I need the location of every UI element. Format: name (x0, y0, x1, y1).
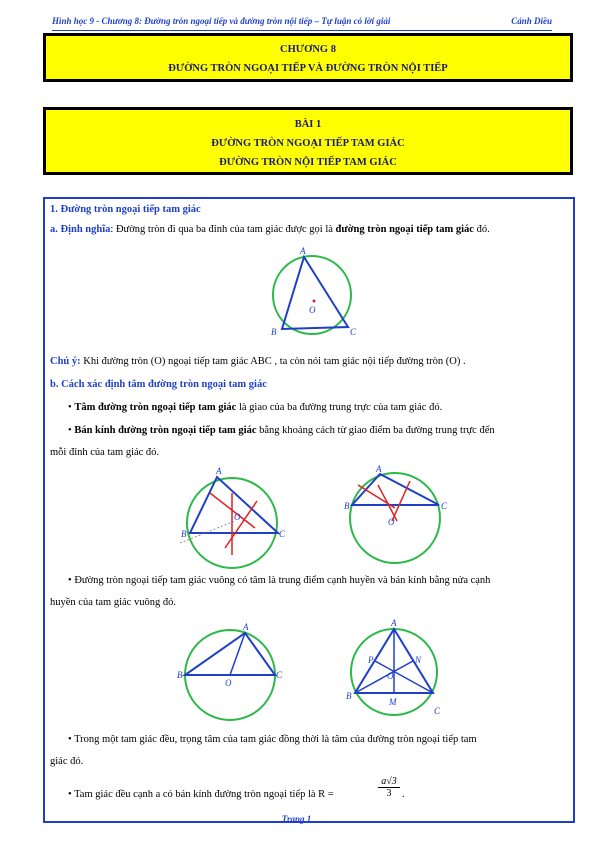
lesson-banner (43, 107, 573, 175)
label-o: O (309, 305, 316, 315)
figure-equilateral (342, 617, 447, 722)
label-o: O (388, 517, 395, 527)
label-a: A (376, 464, 382, 474)
label-m: M (389, 697, 397, 707)
label-c: C (276, 670, 283, 680)
label-b: B (344, 501, 350, 511)
bullet-right-triangle: • Đường tròn ngoại tiếp tam giác vuông có tâm là trung điểm cạnh huyền và bán kính bằng nửa cạnh (68, 574, 490, 588)
label-b: B (177, 670, 183, 680)
triangle (185, 633, 275, 675)
label-c: C (441, 501, 448, 511)
label-a: A (391, 618, 397, 628)
label-a: A (300, 246, 306, 256)
note (50, 355, 466, 369)
center-point (313, 300, 316, 303)
lesson-title-2: ĐƯỜNG TRÒN NỘI TIẾP TAM GIÁC (219, 157, 397, 168)
section-title: 1. Đường tròn ngoại tiếp tam giác (50, 204, 201, 215)
label-p: P (368, 655, 374, 665)
label-c: C (279, 529, 286, 539)
header-divider (52, 30, 552, 31)
bullet-right-triangle-cont: huyền của tam giác vuông đó. (50, 597, 176, 608)
bullet-equilateral-cont: giác đó. (50, 756, 84, 767)
header-title: Hình học 9 - Chương 8: Đường tròn ngoại tiếp và đường tròn nội tiếp – Tự luận có lời giải (52, 16, 391, 26)
definition-label: a. Định nghĩa (50, 224, 111, 235)
bullet-radius: • Bán kính đường tròn ngoại tiếp tam giác bằng khoảng cách từ giao điểm ba đường trung trực đến (68, 424, 495, 438)
header-publisher: Cánh Diều (511, 16, 552, 26)
label-a: A (243, 622, 249, 632)
chapter-banner (43, 33, 573, 82)
figure-circumcircle (262, 243, 362, 343)
triangle (190, 477, 278, 533)
chapter-number: CHƯƠNG 8 (280, 44, 336, 55)
formula-fraction (378, 776, 400, 799)
bullet-equilateral: • Trong một tam giác đều, trọng tâm của tam giác đồng thời là tâm của đường tròn ngoại tiếp tam (68, 733, 477, 747)
page-header (52, 16, 552, 30)
label-c: C (350, 327, 357, 337)
lesson-number: BÀI 1 (294, 119, 322, 130)
lesson-title-1: ĐƯỜNG TRÒN NGOẠI TIẾP TAM GIÁC (211, 138, 405, 149)
definition (50, 223, 490, 237)
page-number: Trang 1 (281, 814, 312, 824)
chapter-title: ĐƯỜNG TRÒN NGOẠI TIẾP VÀ ĐƯỜNG TRÒN NỘI TIẾP (168, 63, 448, 74)
label-b: B (271, 327, 277, 337)
label-o: O (234, 512, 241, 522)
label-a: A (216, 466, 222, 476)
figure-obtuse-bisectors (340, 463, 455, 573)
subsection-b: b. Cách xác định tâm đường tròn ngoại tam giác (50, 379, 267, 390)
label-o: O (225, 678, 232, 688)
bullet-radius-cont: mỗi đỉnh của tam giác đó. (50, 447, 160, 458)
note-text: Khi đường tròn (O) ngoại tiếp tam giác ABC , ta còn nói tam giác nội tiếp đường tròn (O) . (80, 356, 466, 367)
bullet-radius-formula: • Tam giác đều cạnh a có bán kính đường tròn ngoại tiếp là R = (68, 788, 334, 802)
figure-right-triangle (175, 620, 285, 725)
formula-denominator: 3 (386, 788, 392, 799)
formula-tail: . (402, 789, 405, 800)
figure-acute-bisectors (175, 463, 295, 573)
note-label: Chú ý: (50, 356, 81, 367)
formula-numerator: a√3 (378, 776, 400, 788)
definition-bold: đường tròn ngoại tiếp tam giác (335, 224, 474, 235)
label-o: O (387, 671, 394, 681)
definition-tail: đó. (473, 224, 490, 235)
label-c: C (434, 706, 441, 716)
bullet-circumcenter: • Tâm đường tròn ngoại tiếp tam giác là giao của ba đường trung trực của tam giác đó. (68, 401, 442, 415)
definition-text: : Đường tròn đi qua ba đỉnh của tam giác được gọi là (110, 224, 336, 235)
label-b: B (346, 691, 352, 701)
triangle (282, 257, 348, 329)
label-b: B (181, 529, 187, 539)
bisector-3 (392, 481, 410, 521)
label-n: N (415, 655, 422, 665)
